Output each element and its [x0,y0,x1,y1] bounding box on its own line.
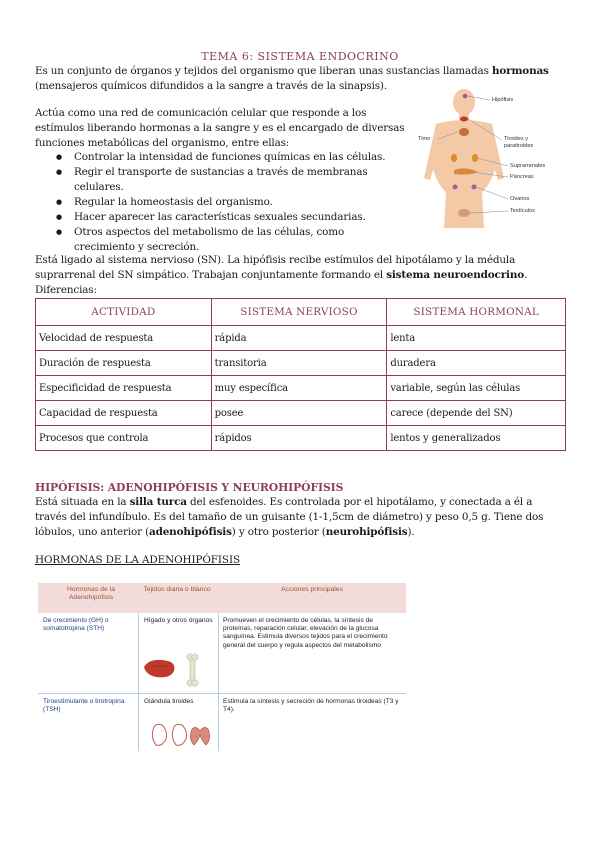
header-sistema-hormonal: SISTEMA HORMONAL [387,299,566,326]
functions-list [56,150,401,255]
bold-term: neurohipófisis [325,526,408,538]
header-actividad: ACTIVIDAD [36,299,212,326]
table-cell: Especificidad de respuesta [36,376,212,401]
table-cell: lentos y generalizados [387,426,566,451]
table-row [36,426,566,451]
adeno-header-hormonas: Hormonas de la Adenohipófisis [67,586,115,601]
hipofisis-text: ). [407,526,415,538]
table-cell: duradera [387,351,566,376]
table-cell: lenta [387,326,566,351]
intro-text-end: (mensajeros químicos difundidos a la sangre a través de la sinapsis). [35,80,387,92]
bold-term: adenohipófisis [149,526,232,538]
table-cell: rápidos [211,426,387,451]
adeno-row2-action: Estimula la síntesis y secreción de hormonas tiroideas (T3 y T4). [223,698,399,714]
bold-term: silla turca [129,496,187,508]
list-item: ● Regir el transporte de sustancias a través de membranas celulares. [56,165,401,195]
table-cell: variable, según las células [387,376,566,401]
adeno-row1-tissue: Hígado y otros órganos [144,617,213,624]
adeno-header-acciones: Acciones principales [281,586,343,593]
table-cell: Duración de respuesta [36,351,212,376]
hipofisis-text: Está situada en la [35,496,130,508]
thyroid-icon [148,721,212,749]
table-cell: carece (depende del SN) [387,401,566,426]
comparison-table [35,298,566,451]
label-pancreas: Páncreas [510,174,534,180]
list-item: ● Hacer aparecer las características sexuales secundarias. [56,210,401,225]
adeno-header-tejidos: Tejidos diana o blanco [143,586,211,593]
endocrine-anatomy-figure [410,88,570,228]
adeno-row2-tissue: Glándula tiroides [144,698,194,705]
table-cell: Velocidad de respuesta [36,326,212,351]
actua-paragraph: Actúa como una red de comunicación celular que responde a los estímulos liberando hormonas a la sangre y es el encargado de diversas funciones metabólicas del organismo, entre ellas: [35,107,405,149]
header-sistema-nervioso: SISTEMA NERVIOSO [211,299,387,326]
table-row [36,376,566,401]
liver-bone-icon [142,653,210,689]
adeno-row2-hormone: Tiroestimulante o tirotropina (TSH) [43,698,125,714]
hipofisis-text: ) y otro posterior ( [231,526,326,538]
label-ovarios: Ovarios [510,196,530,202]
hipofisis-paragraph [35,495,565,540]
table-cell: rápida [211,326,387,351]
hipofisis-heading: HIPÓFISIS: ADENOHIPÓFISIS Y NEUROHIPÓFISIS [35,481,344,494]
table-cell: Capacidad de respuesta [36,401,212,426]
adeno-hormones-table [38,583,406,751]
adeno-row1-hormone: De crecimiento (GH) o somatotropina (STH) [43,617,109,633]
adeno-subheading: HORMONAS DE LA ADENOHIPÓFISIS [35,554,240,566]
body-silhouette-icon [410,88,570,228]
list-item: ● Otros aspectos del metabolismo de las células, como crecimiento y secreción. [56,225,401,255]
table-row [36,326,566,351]
label-tiroides: Tiroides y paratiroides [504,136,534,149]
sn-paragraph [35,253,565,298]
label-hipofisis: Hipófisis [492,97,514,103]
label-testiculos: Testículos [510,208,535,214]
sn-text-end: . Diferencias: [35,269,528,296]
sn-bold-term: sistema neuroendocrino [386,269,525,281]
table-cell: transitoria [211,351,387,376]
hipofisis-text: del esfenoides. Es controlada por el hipotálamo, y conectada a él a través del infundíbulo. Es del tamaño de un guisante (1-1,5cm de diámetro) y peso 0,5 g. Tiene dos lóbulos, uno anterior ( [35,496,544,538]
list-item: ● Regular la homeostasis del organismo. [56,195,401,210]
table-header-row [36,299,566,326]
table-cell: muy específica [211,376,387,401]
sn-text: Está ligado al sistema nervioso (SN). La hipófisis recibe estímulos del hipotálamo y la médula suprarrenal del SN simpático. Trabajan conjuntamente formando el [35,254,516,281]
row-divider [38,693,406,694]
table-row [36,401,566,426]
column-divider [138,613,139,751]
column-divider [218,613,219,751]
table-cell: posee [211,401,387,426]
label-suprarrenales: Suprarrenales [510,163,546,169]
table-cell: Procesos que controla [36,426,212,451]
list-item: ● Controlar la intensidad de funciones químicas en las células. [56,150,401,165]
page-title: TEMA 6: SISTEMA ENDOCRINO [201,50,399,63]
intro-text: Es un conjunto de órganos y tejidos del organismo que liberan unas sustancias llamadas [35,65,492,77]
adeno-row1-action: Promueven el crecimiento de células, la síntesis de proteínas, reparación celular, elevación de la glucosa sanguínea. Estimula diversos tejidos para el crecimiento general del cuerpo y regula aspectos del metabolismo [223,617,388,649]
table-row [36,351,566,376]
label-timo: Timo [418,136,431,142]
intro-bold-term: hormonas [491,65,549,77]
